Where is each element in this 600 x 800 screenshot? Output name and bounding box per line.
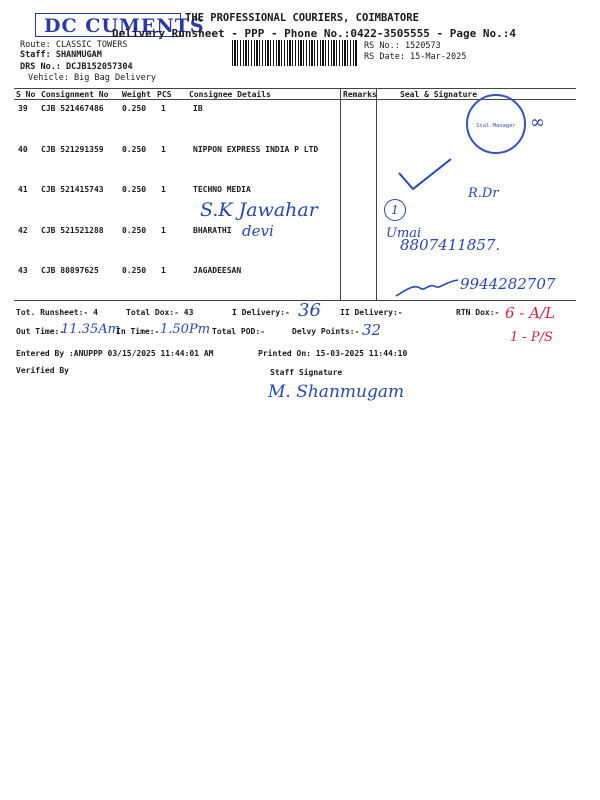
row-pcs: 1: [161, 185, 166, 194]
handwritten-umai: Umai: [386, 226, 422, 241]
company-name: THE PROFESSIONAL COURIERS, COIMBATORE: [185, 12, 419, 24]
col-remarks: Remarks: [343, 90, 377, 99]
staff-signature: M. Shanmugam: [268, 382, 405, 402]
handwritten-devi: devi: [242, 222, 274, 240]
col-pcs: PCS: [157, 90, 172, 99]
row-consignment: CJB 521291359: [41, 145, 104, 154]
row-weight: 0.250: [122, 226, 147, 235]
row-pcs: 1: [161, 226, 166, 235]
row-pcs: 1: [161, 104, 166, 113]
row-sno: 43: [18, 266, 28, 275]
table-bottom-rule: [14, 300, 576, 301]
row-consignee: NIPPON EXPRESS INDIA P LTD: [193, 145, 319, 154]
handwritten-phone-row42: 8807411857.: [400, 236, 501, 254]
col-sno: S No: [16, 90, 36, 99]
row-sno: 42: [18, 226, 28, 235]
row-consignee: JAGADEESAN: [193, 266, 242, 275]
out-time-label: Out Time:-: [16, 327, 65, 336]
seal-divider: [376, 88, 377, 300]
row-consignment: CJB 521521288: [41, 226, 104, 235]
in-time-label: In Time:-: [116, 327, 160, 336]
row-weight: 0.250: [122, 185, 147, 194]
runsheet-title: Delivery Runsheet - PPP - Phone No.:0422-3505555 - Page No.:4: [112, 27, 516, 40]
remarks-divider: [340, 88, 341, 300]
rtn-atl: 6 - A/L: [505, 304, 555, 322]
company-seal: Scal Manager: [466, 94, 526, 154]
handwritten-rdr: R.Dr: [468, 186, 499, 201]
check-mark-icon: [395, 155, 455, 195]
handwritten-phone-row43: 9944282707: [460, 275, 556, 293]
row-weight: 0.250: [122, 145, 147, 154]
row-consignee: TECHNO MEDIA: [193, 185, 251, 194]
entered-by: Entered By :ANUPPP 03/15/2025 11:44:01 AM: [16, 349, 214, 358]
staff-signature-label: Staff Signature: [270, 368, 343, 377]
row-weight: 0.250: [122, 266, 147, 275]
col-consignee: Consignee Details: [189, 90, 271, 99]
handwritten-circled-one: 1: [384, 199, 406, 221]
handwritten-signature-row43-icon: [392, 274, 462, 304]
rs-number: RS No.: 1520573: [364, 41, 441, 51]
handwritten-jawahar: S.K Jawahar: [200, 199, 318, 221]
route: Route: CLASSIC TOWERS: [20, 40, 128, 50]
row-consignee: IB: [193, 104, 203, 113]
total-pod-label: Total POD:-: [212, 327, 265, 336]
row-consignment: CJB 521467486: [41, 104, 104, 113]
i-delivery-value: 36: [298, 300, 321, 321]
vehicle: Vehicle: Big Bag Delivery: [28, 73, 156, 83]
col-weight: Weight: [122, 90, 151, 99]
tot-runsheet: Tot. Runsheet:- 4: [16, 308, 98, 317]
drs-number: DRS No.: DCJB152057304: [20, 62, 133, 72]
row-consignment: CJB 521415743: [41, 185, 104, 194]
row-sno: 39: [18, 104, 28, 113]
col-seal: Seal & Signature: [400, 90, 478, 99]
col-consignment: Consignment No: [41, 90, 109, 99]
row-pcs: 1: [161, 145, 166, 154]
table-top-rule: [14, 88, 576, 89]
row-weight: 0.250: [122, 104, 147, 113]
row-sno: 40: [18, 145, 28, 154]
rtn-dox-label: RTN Dox:-: [456, 308, 500, 317]
in-time-value: 1.50Pm: [160, 322, 211, 337]
rtn-pls: 1 - P/S: [510, 330, 553, 345]
dc-cuments-stamp: DC CUMENTS: [35, 13, 181, 37]
seal-signature-mark: ∞: [530, 112, 545, 133]
staff: Staff: SHANMUGAM: [20, 50, 102, 60]
delvy-points-label: Delvy Points:-: [292, 327, 360, 336]
i-delivery-label: I Delivery:-: [232, 308, 290, 317]
row-consignee: BHARATHI: [193, 226, 232, 235]
delvy-points-value: 32: [362, 321, 382, 339]
rs-date: RS Date: 15-Mar-2025: [364, 52, 467, 62]
ii-delivery-label: II Delivery:-: [340, 308, 403, 317]
row-consignment: CJB 80897625: [41, 266, 99, 275]
row-pcs: 1: [161, 266, 166, 275]
row-sno: 41: [18, 185, 28, 194]
out-time-value: 11.35Am: [61, 322, 120, 337]
verified-by: Verified By: [16, 366, 69, 375]
barcode: [232, 40, 358, 66]
printed-on: Printed On: 15-03-2025 11:44:10: [258, 349, 408, 358]
total-dox: Total Dox:- 43: [126, 308, 194, 317]
